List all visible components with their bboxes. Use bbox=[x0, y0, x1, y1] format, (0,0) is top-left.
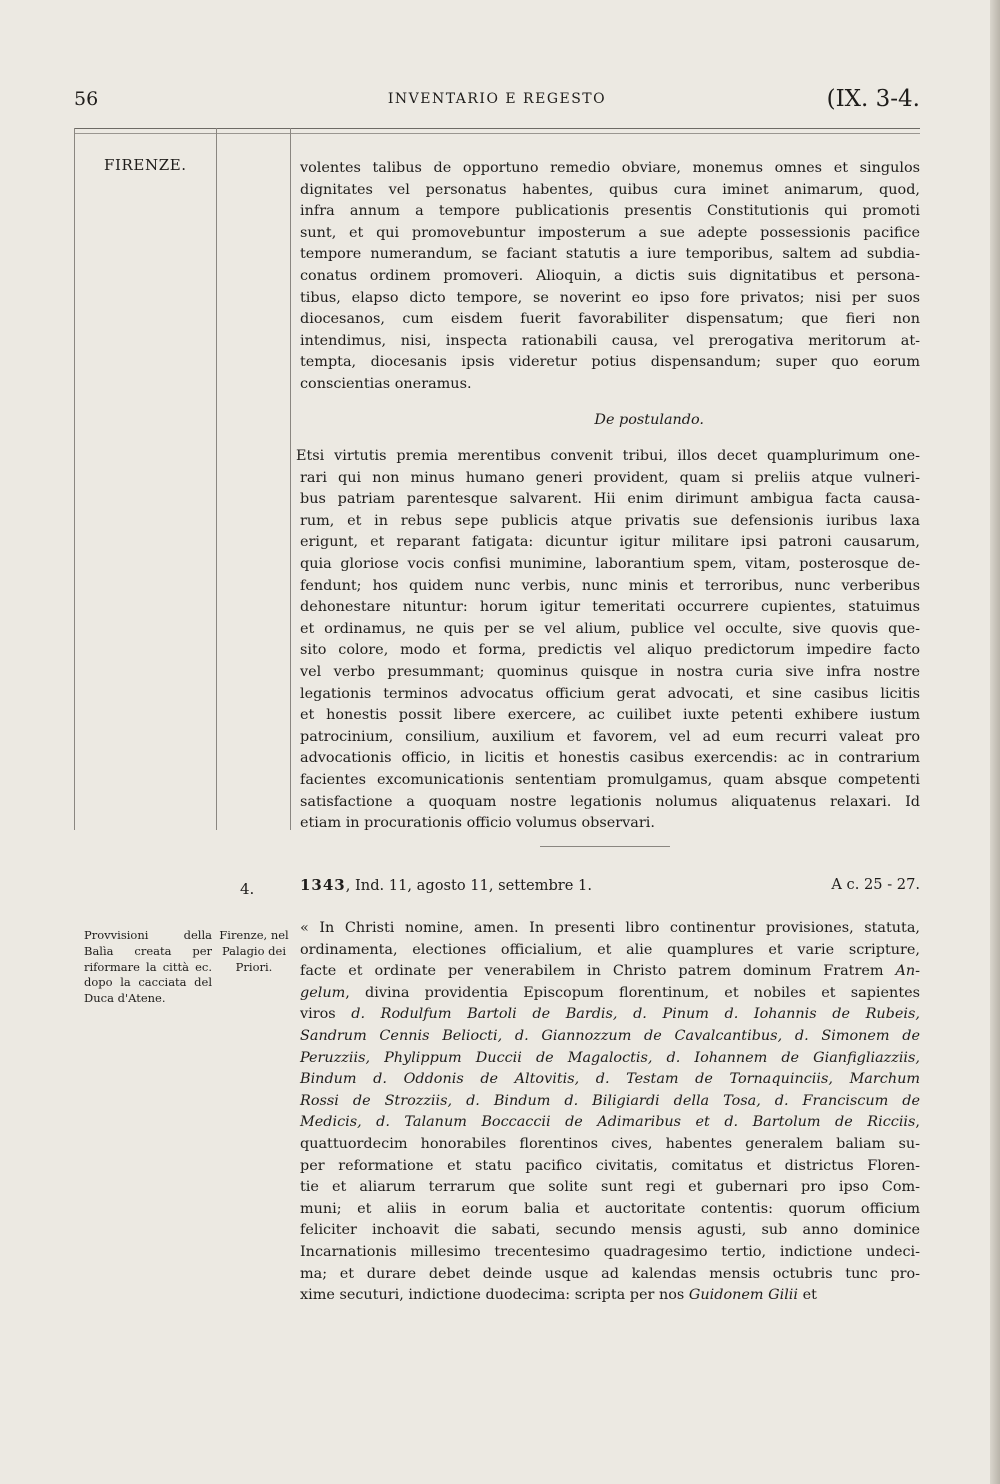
text-line: conscientias oneramus. bbox=[300, 375, 472, 392]
text-line: dignitates vel personatus habentes, quibus cura iminet animarum, quod, bbox=[300, 181, 920, 198]
text-block-de-postulando bbox=[296, 446, 920, 835]
text-line: satisfactione a quoquam nostre legationis nolumus aliquatenus relaxari. Id bbox=[300, 793, 920, 810]
column-rule-right bbox=[290, 128, 291, 830]
text-line bbox=[300, 1004, 920, 1026]
text-line: quia gloriose vocis confisi munimine, laborantium spem, vitam, posterosque de- bbox=[300, 555, 920, 572]
italic-name-segment: Sandrum Cennis Beliocti, d. Giannozzum de Cavalcantibus, d. Simonem de bbox=[300, 1027, 920, 1044]
text-line bbox=[300, 1177, 920, 1199]
text-segment: , bbox=[915, 1114, 920, 1131]
italic-name-segment: Bindum d. Oddonis de Altovitis, d. Testam de Tornaquinciis, Marchum bbox=[300, 1071, 920, 1088]
text-line: diocesanos, cum eisdem fuerit favorabiliter dispensatum; que fieri non bbox=[300, 311, 920, 328]
document-date-line bbox=[300, 876, 920, 894]
text-segment: tie et aliarum terrarum que solite sunt regi et gubernari pro ipso Com- bbox=[300, 1179, 920, 1196]
text-line: et ordinamus, ne quis per se vel alium, publice vel occulte, sive quovis que- bbox=[300, 620, 920, 637]
text-line bbox=[300, 1048, 920, 1070]
text-line bbox=[300, 1199, 920, 1221]
text-line: rum, et in rebus sepe publicis atque privatis sue defensionis iuribus laxa bbox=[300, 512, 920, 529]
page-header bbox=[74, 88, 920, 118]
text-line: tibus, elapso dicto tempore, se noverint eo ipso fore privatos; nisi per suos bbox=[300, 289, 920, 306]
text-line bbox=[300, 961, 920, 983]
text-line: rari qui non minus humano generi provident, quam si preliis atque vulneri- bbox=[300, 469, 920, 486]
header-rule-second bbox=[74, 133, 920, 134]
text-segment: ordinamenta, electiones officialium, et alie quamplures et varie scripture, bbox=[300, 941, 920, 958]
text-segment: facte et ordinate per venerabilem in Christo patrem dominum Fratrem bbox=[300, 963, 896, 980]
italic-name-segment: Rossi de Strozziis, d. Bindum d. Biligiardi della Tosa, d. Franciscum de bbox=[300, 1092, 920, 1109]
text-segment: xime secuturi, indictione duodecima: scripta per nos bbox=[300, 1287, 689, 1304]
text-line: conatus ordinem promoveri. Alioquin, a dictis suis dignitatibus et persona- bbox=[300, 267, 920, 284]
text-line bbox=[300, 1091, 920, 1113]
text-segment: Incarnationis millesimo trecentesimo quadragesimo tertio, indictione undeci- bbox=[300, 1243, 920, 1260]
text-line bbox=[300, 1264, 920, 1286]
text-line bbox=[300, 1156, 920, 1178]
text-line bbox=[300, 1026, 920, 1048]
text-segment: et bbox=[798, 1287, 817, 1304]
document-title: Provvisioni della Balìa creata per riformare la città ec. dopo la cacciata del Duca d'Atene. bbox=[84, 928, 212, 1006]
document-place: Firenze, nel Palagio dei Priori. bbox=[219, 928, 289, 974]
header-rule bbox=[74, 128, 920, 129]
text-line: bus patriam parentesque salvarent. Hii enim dirimunt ambigua facta causa- bbox=[300, 491, 920, 508]
section-separator bbox=[540, 846, 670, 847]
running-title: INVENTARIO E REGESTO bbox=[387, 91, 607, 107]
text-line bbox=[300, 940, 920, 962]
italic-name-segment: Guidonem Gilii bbox=[688, 1287, 799, 1304]
italic-name-segment: Peruzziis, Phylippum Duccii de Magaloctis, d. Iohannem de Gianfigliazziis, bbox=[300, 1049, 920, 1066]
text-line: sito colore, modo et forma, predictis vel aliquo predictorum impedire facto bbox=[300, 642, 920, 659]
document-date: , Ind. 11, agosto 11, settembre 1. bbox=[345, 877, 592, 894]
text-line: sunt, et qui promovebuntur imposterum a sue adepte possessionis pacifice bbox=[300, 224, 920, 241]
text-line bbox=[300, 1069, 920, 1091]
text-segment: , divina providentia Episcopum florentinum, et nobiles et sapientes bbox=[345, 984, 920, 1001]
text-line: tempore numerandum, se faciant statutis a iure temporibus, saltem ad subdia- bbox=[300, 246, 920, 263]
page-edge-shadow bbox=[990, 0, 1000, 1484]
text-segment: per reformatione et statu pacifico civitatis, comitatus et districtus Floren- bbox=[300, 1157, 920, 1174]
text-line bbox=[300, 1220, 920, 1242]
text-line: legationis terminos advocatus officium gerat advocati, et sine casibus licitis bbox=[300, 685, 920, 702]
text-line bbox=[300, 1242, 920, 1264]
text-line: erigunt, et reparant fatigata: dicuntur igitur militare ipsi patroni causarum, bbox=[300, 534, 920, 551]
text-segment: viros bbox=[300, 1006, 352, 1023]
italic-name-segment: gelum bbox=[300, 984, 346, 1001]
italic-name-segment: Medicis, d. Talanum Boccaccii de Adimaribus et d. Bartolum de Ricciis bbox=[300, 1114, 916, 1131]
place-label: FIRENZE. bbox=[104, 156, 187, 174]
text-line: intendimus, nisi, inspecta rationabili causa, vel prerogativa meritorum at- bbox=[300, 332, 920, 349]
document-number: 4. bbox=[240, 880, 255, 898]
text-line: Etsi virtutis premia merentibus convenit tribui, illos decet quamplurimum one- bbox=[296, 448, 920, 464]
document-year: 1343 bbox=[300, 876, 346, 894]
text-line: dehonestare nituntur: horum igitur temeritati occurrere cupientes, statuimus bbox=[300, 599, 920, 616]
italic-name-segment: d. Rodulfum Bartoli de Bardis, d. Pinum d. Iohannis de Rubeis, bbox=[351, 1006, 920, 1023]
folio-reference: A c. 25 - 27. bbox=[831, 876, 920, 893]
text-segment: muni; et aliis in eorum balia et auctoritate contentis: quorum officium bbox=[300, 1200, 920, 1217]
text-line: patrocinium, consilium, auxilium et favorem, vel ad eum recurri valeat pro bbox=[300, 728, 920, 745]
text-line: infra annum a tempore publicationis presentis Constitutionis qui promoti bbox=[300, 203, 920, 220]
column-rule-left bbox=[74, 128, 75, 830]
text-line: fendunt; hos quidem nunc verbis, nunc minis et terroribus, nunc verberibus bbox=[300, 577, 920, 594]
text-segment: « In Christi nomine, amen. In presenti libro continentur provisiones, statuta, bbox=[300, 920, 920, 936]
text-segment: feliciter inchoavit die sabati, secundo mensis agusti, sub anno dominice bbox=[300, 1222, 920, 1239]
section-reference: (IX. 3-4. bbox=[826, 86, 920, 112]
text-line bbox=[300, 1285, 920, 1307]
text-line: volentes talibus de opportuno remedio obviare, monemus omnes et singulos bbox=[300, 160, 920, 176]
page-number: 56 bbox=[74, 88, 99, 110]
text-line bbox=[300, 1134, 920, 1156]
italic-name-segment: An- bbox=[895, 963, 920, 980]
section-subheading: De postulando. bbox=[594, 412, 704, 428]
text-line: tempta, diocesanis ipsis videretur potius dispensandum; super quo eorum bbox=[300, 354, 920, 371]
text-line bbox=[300, 983, 920, 1005]
text-line: advocationis officio, in licitis et honestis casibus exercendis: ac in contrarium bbox=[300, 750, 920, 767]
text-segment: quattuordecim honorabiles florentinos cives, habentes generalem baliam su- bbox=[300, 1135, 920, 1152]
text-block-provvisioni bbox=[300, 918, 920, 1307]
text-block-continuation bbox=[300, 158, 920, 396]
text-line bbox=[300, 918, 920, 940]
text-line: et honestis possit libere exercere, ac cuilibet iuxte petenti exhibere iustum bbox=[300, 707, 920, 724]
text-segment: ma; et durare debet deinde usque ad kalendas mensis octubris tunc pro- bbox=[300, 1265, 920, 1282]
text-line: facientes excomunicationis sententiam promulgamus, quam absque competenti bbox=[300, 771, 920, 788]
column-rule-middle bbox=[216, 128, 217, 830]
text-line: vel verbo presummant; quominus quisque in nostra curia sive infra nostre bbox=[300, 663, 920, 680]
text-line bbox=[300, 1112, 920, 1134]
text-line: etiam in procurationis officio volumus observari. bbox=[300, 815, 655, 832]
